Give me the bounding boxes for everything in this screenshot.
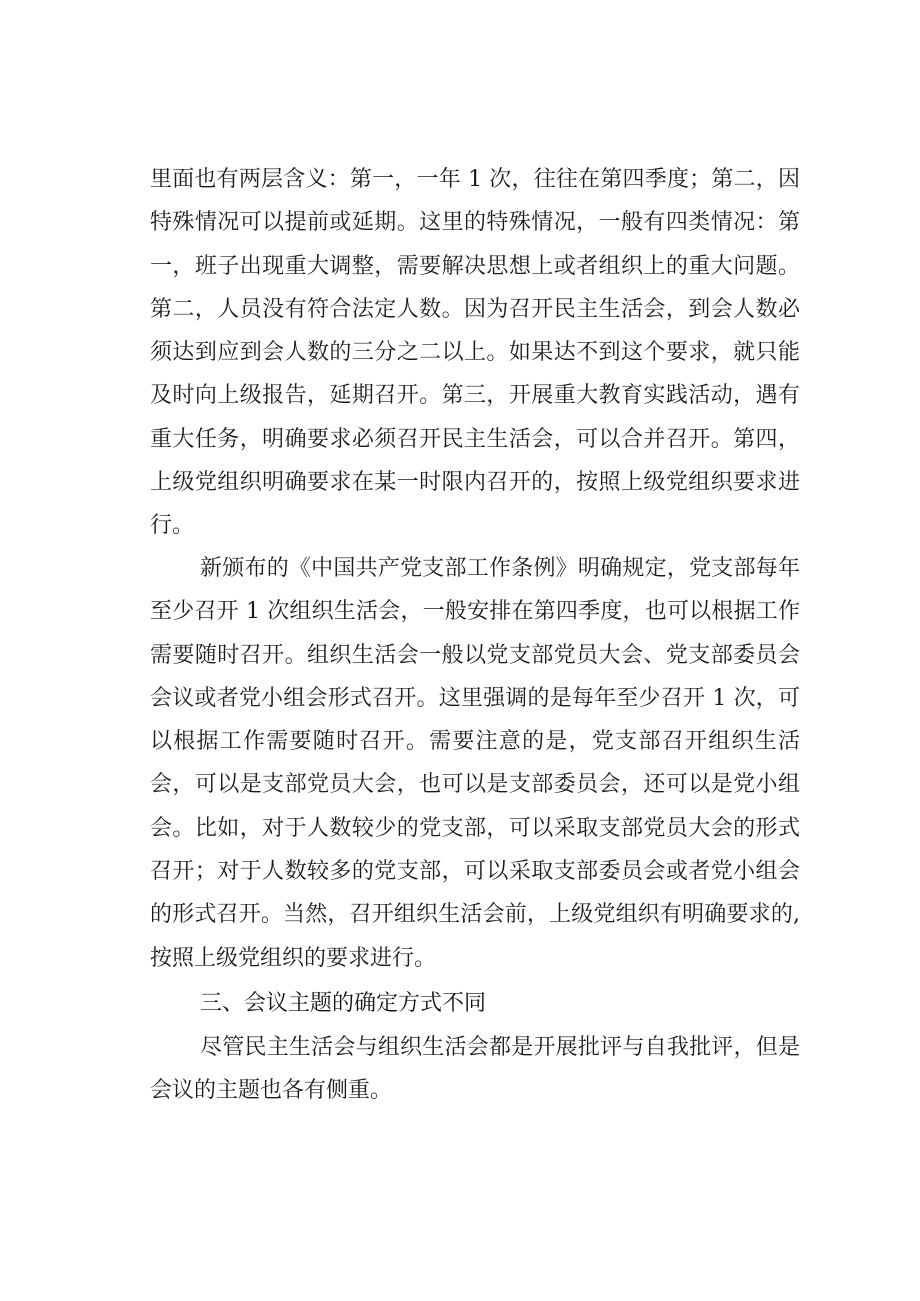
section-heading: 三、会议主题的确定方式不同	[200, 991, 487, 1016]
paragraph-continuation: 里面也有两层含义：第一，一年 1 次，往往在第四季度；第二，因特殊情况可以提前或延期。这里的特殊情况，一般有四类情况：第一，班子出现重大调整，需要解决思想上或者组织上的重大问题。第二，人员没有符合法定人数。因为召开民主生活会，到会人数必须达到应到会人数的三分之二以上。如果达不到这个要求，就只能及时向上级报告，延期召开。第三，开展重大教育实践活动，遇有重大任务，明确要求必须召开民主生活会，可以合并召开。第四，上级党组织明确要求在某一时限内召开的，按照上级党组织要求进行。	[150, 167, 800, 539]
paragraph-meeting-theme: 尽管民主生活会与组织生活会都是开展批评与自我批评，但是会议的主题也各有侧重。	[150, 1035, 800, 1104]
paragraph-branch-regulation: 新颁布的《中国共产党支部工作条例》明确规定，党支部每年至少召开 1 次组织生活会，一般安排在第四季度，也可以根据工作需要随时召开。组织生活会一般以党支部党员大会、党支部委员会会议或者党小组会形式召开。这里强调的是每年至少召开 1 次，可以根据工作需要随时召开。需要注意的是，党支部召开组织生活会，可以是支部党员大会，也可以是支部委员会，还可以是党小组会。比如，对于人数较少的党支部，可以采取支部党员大会的形式召开；对于人数较多的党支部，可以采取支部委员会或者党小组会的形式召开。当然，召开组织生活会前，上级党组织有明确要求的,按照上级党组织的要求进行。	[150, 556, 800, 971]
